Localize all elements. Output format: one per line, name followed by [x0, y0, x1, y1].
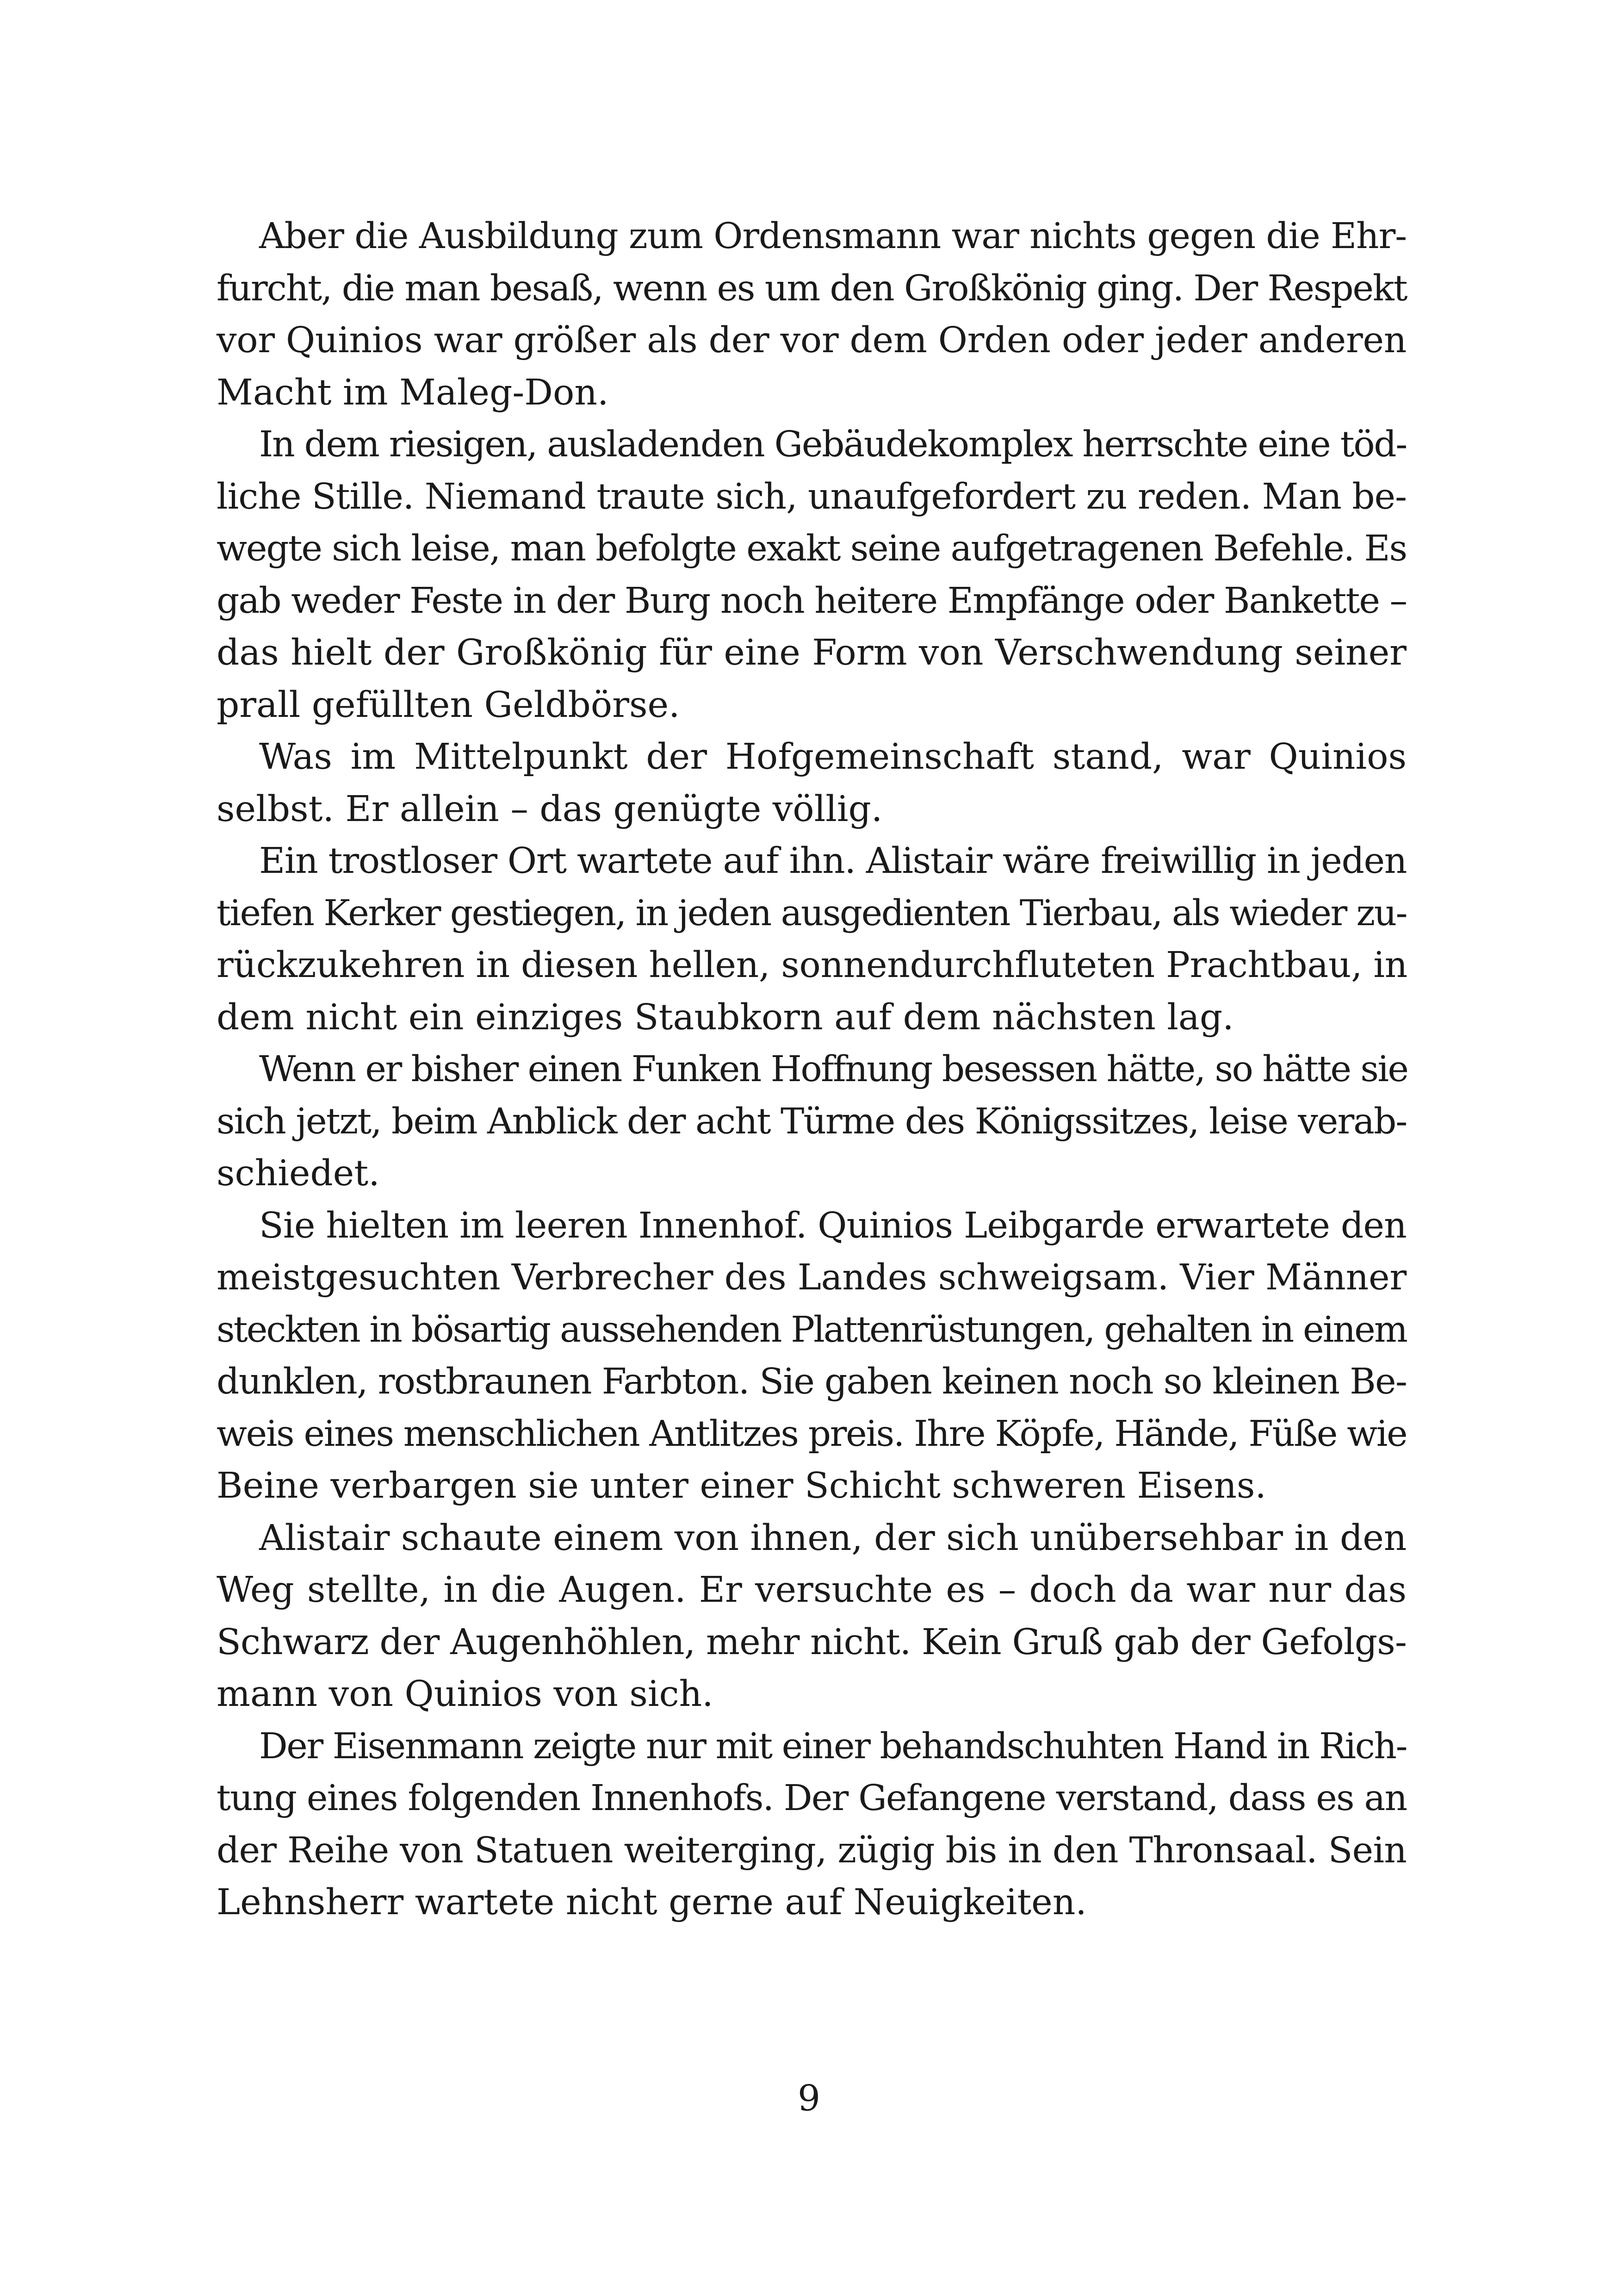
text-line: prall gefüllten Geldbörse.	[217, 684, 680, 726]
paragraph	[217, 1044, 1407, 1200]
text-line: Lehnsherr wartete nicht gerne auf Neuigkeiten.	[217, 1882, 1087, 1923]
text-line: Beine verbargen sie unter einer Schicht schweren Eisens.	[217, 1465, 1266, 1506]
text-line: Alistair schaute einem von ihnen, der sich unübersehbar in den	[259, 1517, 1407, 1559]
paragraph	[217, 1200, 1407, 1512]
text-line: wegte sich leise, man befolgte exakt seine aufgetragenen Befehle. Es	[217, 528, 1407, 569]
text-line: Aber die Ausbildung zum Ordensmann war nichts gegen die Ehr-	[259, 216, 1407, 257]
paragraph	[217, 1512, 1407, 1721]
text-line: Sie hielten im leeren Innenhof. Quinios Leibgarde erwartete den	[259, 1205, 1407, 1246]
text-line: Was im Mittelpunkt der Hofgemeinschaft stand, war Quinios	[259, 736, 1407, 778]
paragraph	[217, 731, 1407, 835]
paragraph	[217, 419, 1407, 731]
text-line: furcht, die man besaß, wenn es um den Großkönig ging. Der Respekt	[217, 268, 1407, 309]
text-line: das hielt der Großkönig für eine Form von Verschwendung seiner	[217, 632, 1407, 673]
text-line: gab weder Feste in der Burg noch heitere Empfänge oder Bankette –	[217, 580, 1407, 622]
text-line: sich jetzt, beim Anblick der acht Türme des Königssitzes, leise verab-	[217, 1101, 1407, 1142]
text-line: steckten in bösartig aussehenden Plattenrüstungen, gehalten in einem	[217, 1309, 1407, 1350]
text-line: meistgesuchten Verbrecher des Landes schweigsam. Vier Männer	[217, 1257, 1407, 1298]
text-line: Schwarz der Augenhöhlen, mehr nicht. Kein Gruß gab der Gefolgs-	[217, 1621, 1407, 1663]
paragraph	[217, 835, 1407, 1044]
text-line: dem nicht ein einziges Staubkorn auf dem nächsten lag.	[217, 996, 1234, 1038]
paragraph	[217, 1721, 1407, 1929]
text-line: Macht im Maleg-Don.	[217, 372, 609, 413]
text-line: schiedet.	[217, 1153, 380, 1194]
text-line: weis eines menschlichen Antlitzes preis. Ihre Köpfe, Hände, Füße wie	[217, 1413, 1407, 1455]
paragraph	[217, 211, 1407, 419]
text-line: rückzukehren in diesen hellen, sonnendurchfluteten Prachtbau, in	[217, 945, 1407, 986]
text-line: Weg stellte, in die Augen. Er versuchte es – doch da war nur das	[217, 1569, 1407, 1611]
text-line: vor Quinios war größer als der vor dem Orden oder jeder anderen	[217, 320, 1407, 361]
text-line: selbst. Er allein – das genügte völlig.	[217, 788, 883, 830]
text-line: tung eines folgenden Innenhofs. Der Gefangene verstand, dass es an	[217, 1778, 1407, 1819]
text-line: In dem riesigen, ausladenden Gebäudekomplex herrschte eine töd-	[259, 424, 1407, 465]
text-line: dunklen, rostbraunen Farbton. Sie gaben keinen noch so kleinen Be-	[217, 1361, 1407, 1402]
page-number: 9	[798, 2078, 820, 2119]
text-line: liche Stille. Niemand traute sich, unaufgefordert zu reden. Man be-	[217, 476, 1407, 517]
text-line: tiefen Kerker gestiegen, in jeden ausgedienten Tierbau, als wieder zu-	[217, 892, 1407, 934]
body-text	[217, 211, 1407, 1929]
text-line: Wenn er bisher einen Funken Hoffnung besessen hätte, so hätte sie	[259, 1049, 1408, 1090]
text-line: Der Eisenmann zeigte nur mit einer behandschuhten Hand in Rich-	[259, 1725, 1407, 1767]
text-line: der Reihe von Statuen weiterging, zügig bis in den Thronsaal. Sein	[217, 1829, 1407, 1871]
text-line: mann von Quinios von sich.	[217, 1674, 713, 1715]
text-line: Ein trostloser Ort wartete auf ihn. Alistair wäre freiwillig in jeden	[259, 840, 1407, 882]
